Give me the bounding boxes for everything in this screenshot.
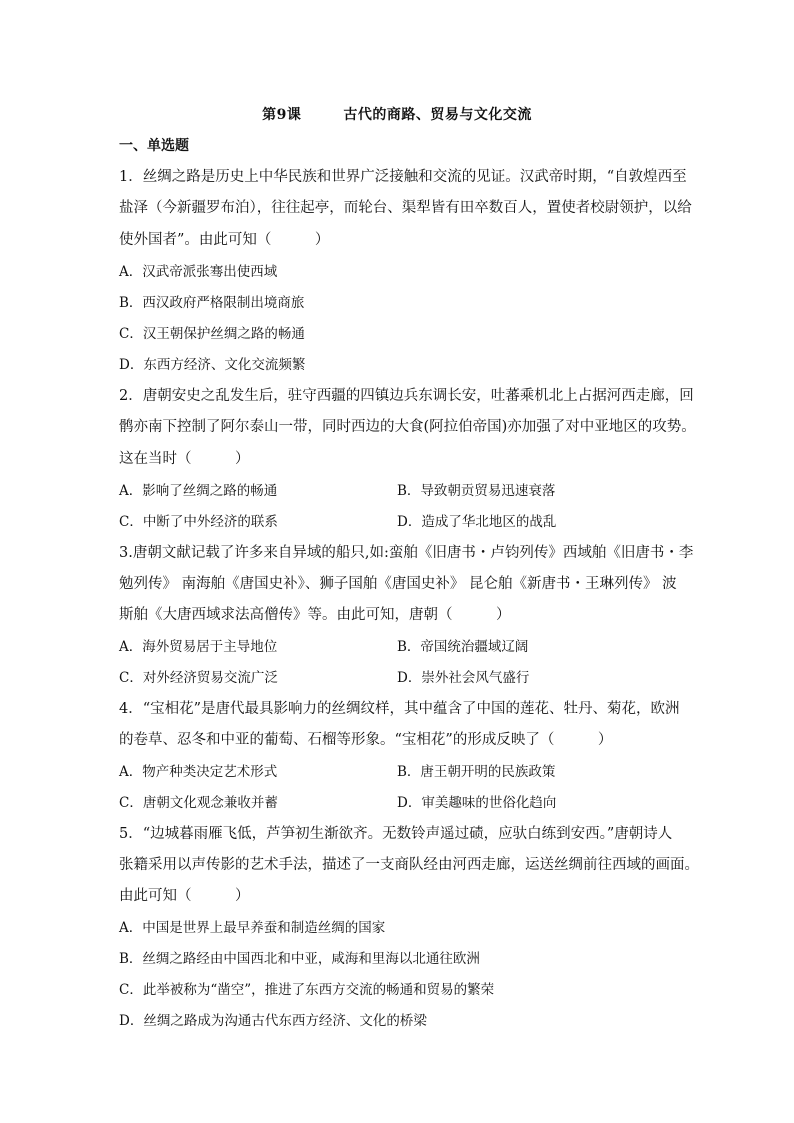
question-2-line-2: 鹘亦南下控制了阿尔泰山一带，同时西边的大食(阿拉伯帝国)亦加强了对中亚地区的攻势。 xyxy=(119,419,696,435)
question-2-option-a: A．影响了丝绸之路的畅通 xyxy=(119,483,278,499)
page-title xyxy=(0,104,794,124)
question-1-option-c: C．汉王朝保护丝绸之路的畅通 xyxy=(119,326,305,342)
question-4-option-a: A．物产种类决定艺术形式 xyxy=(119,764,278,780)
question-3-line-3: 斯舶《大唐西域求法高僧传》等。由此可知，唐朝（ ） xyxy=(119,607,511,623)
question-4-line-2: 的卷草、忍冬和中亚的葡萄、石榴等形象。“宝相花”的形成反映了（ ） xyxy=(119,732,613,748)
question-1-line-3: 使外国者”。由此可知（ ） xyxy=(119,232,330,248)
section-heading: 一、单选题 xyxy=(119,138,189,154)
question-3-line-1: 3.唐朝文献记载了许多来自异域的船只,如:蛮舶《旧唐书・卢钧列传》西域舶《旧唐书・李 xyxy=(119,545,694,561)
question-2-option-d: D．造成了华北地区的战乱 xyxy=(397,514,557,530)
question-2-line-1: 2．唐朝安史之乱发生后，驻守西疆的四镇边兵东调长安，吐蕃乘机北上占据河西走廊，回 xyxy=(119,388,694,404)
question-3-option-b: B．帝国统治疆域辽阔 xyxy=(397,639,529,655)
question-2-option-b: B．导致朝贡贸易迅速衰落 xyxy=(397,483,556,499)
lesson-topic: 古代的商路、贸易与文化交流 xyxy=(343,107,532,123)
question-4-line-1: 4．“宝相花”是唐代最具影响力的丝绸纹样，其中蕴含了中国的莲花、牡丹、菊花，欧洲 xyxy=(119,701,680,717)
question-1-line-2: 盐泽（今新疆罗布泊），往往起亭，而轮台、渠犁皆有田卒数百人，置使者校尉领护，以给 xyxy=(119,200,692,216)
question-2-line-3: 这在当时（ ） xyxy=(119,451,250,467)
question-4-option-d: D．审美趣味的世俗化趋向 xyxy=(397,795,557,811)
question-4-option-b: B．唐王朝开明的民族政策 xyxy=(397,764,556,780)
question-2-option-c: C．中断了中外经济的联系 xyxy=(119,514,278,530)
question-1-option-a: A．汉武帝派张骞出使西域 xyxy=(119,264,278,280)
question-5-line-1: 5．“边城暮雨雁飞低，芦笋初生渐欲齐。无数铃声遥过碛，应驮白练到安西。”唐朝诗人 xyxy=(119,826,673,842)
question-5-option-d: D．丝绸之路成为沟通古代东西方经济、文化的桥梁 xyxy=(119,1013,427,1029)
question-5-line-3: 由此可知（ ） xyxy=(119,888,250,904)
question-3-option-a: A．海外贸易居于主导地位 xyxy=(119,639,278,655)
question-1-option-d: D．东西方经济、文化交流频繁 xyxy=(119,357,306,373)
question-5-option-c: C．此举被称为“凿空”，推进了东西方交流的畅通和贸易的繁荣 xyxy=(119,982,495,998)
question-5-option-a: A．中国是世界上最早养蚕和制造丝绸的国家 xyxy=(119,920,386,936)
lesson-number: 第9课 xyxy=(262,107,302,123)
question-3-option-c: C．对外经济贸易交流广泛 xyxy=(119,670,278,686)
question-4-option-c: C．唐朝文化观念兼收并蓄 xyxy=(119,795,278,811)
question-1-option-b: B．西汉政府严格限制出境商旅 xyxy=(119,295,305,311)
question-3-option-d: D．崇外社会风气盛行 xyxy=(397,670,530,686)
question-5-option-b: B．丝绸之路经由中国西北和中亚，咸海和里海以北通往欧洲 xyxy=(119,951,480,967)
question-1-line-1: 1．丝绸之路是历史上中华民族和世界广泛接触和交流的见证。汉武帝时期，“自敦煌西至 xyxy=(119,169,687,185)
question-3-line-2: 勉列传》 南海舶《唐国史补》、狮子国舶《唐国史补》 昆仑舶《新唐书・王琳列传》 波 xyxy=(119,576,677,592)
question-5-line-2: 张籍采用以声传影的艺术手法，描述了一支商队经由河西走廊，运送丝绸前往西域的画面。 xyxy=(119,857,699,873)
